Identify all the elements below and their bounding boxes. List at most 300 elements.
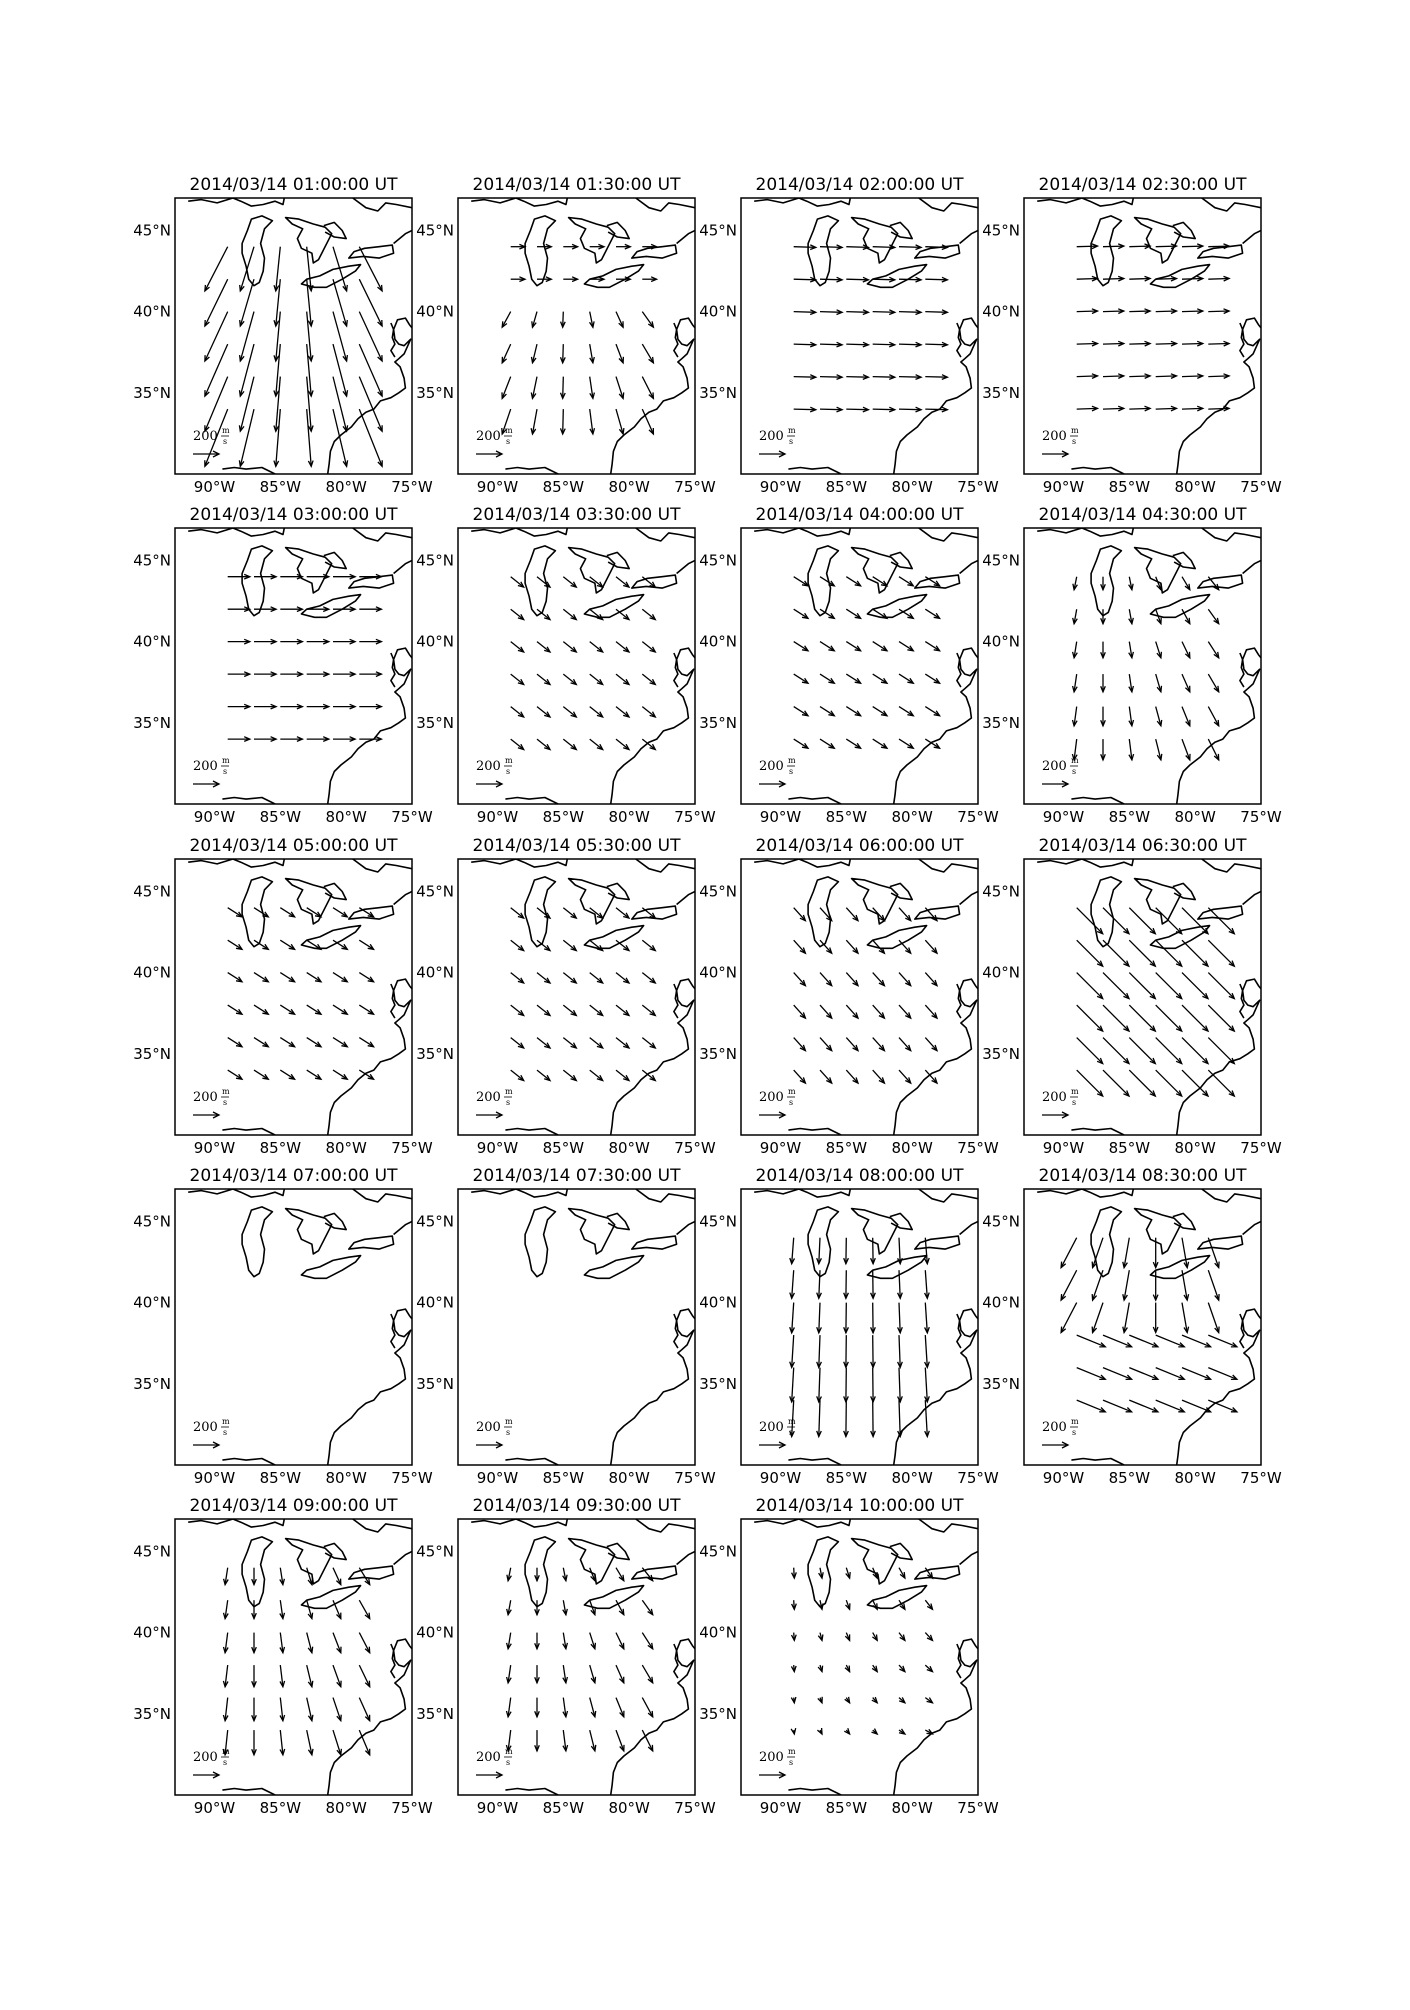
y-tick-label: 40°N (133, 1293, 171, 1312)
lake-erie-shore (301, 926, 360, 949)
lake-michigan-shore (242, 1207, 272, 1277)
velocity-vector (563, 739, 576, 749)
velocity-vector (1208, 246, 1229, 247)
velocity-vector (1077, 1400, 1106, 1412)
reference-unit-denominator: s (789, 1758, 794, 1767)
x-tick-label: 90°W (476, 478, 519, 496)
velocity-vector (537, 973, 550, 983)
velocity-vector (1208, 642, 1218, 658)
velocity-vector (642, 642, 655, 652)
map-panel (699, 175, 999, 496)
velocity-vector (794, 377, 816, 378)
lake-michigan-shore (808, 546, 838, 616)
lake-michigan-shore (808, 216, 838, 286)
x-tick-label: 85°W (1108, 478, 1151, 496)
reference-unit-numerator: m (505, 1747, 513, 1756)
velocity-vector (794, 940, 806, 953)
x-tick-label: 85°W (542, 478, 585, 496)
y-tick-label: 35°N (982, 383, 1020, 402)
velocity-vector (1208, 408, 1229, 409)
velocity-vector (925, 940, 937, 953)
northeast-shoreline (636, 1189, 695, 1202)
velocity-vector (1061, 1238, 1077, 1268)
reference-unit-numerator: m (222, 1087, 230, 1096)
x-tick-label: 80°W (1174, 478, 1216, 496)
velocity-vector (1182, 311, 1203, 312)
velocity-vector (873, 739, 887, 748)
x-tick-label: 90°W (1042, 1469, 1085, 1487)
velocity-vector (1208, 940, 1234, 966)
reference-unit-denominator: s (789, 767, 794, 776)
velocity-vector (794, 577, 808, 586)
velocity-vector (359, 940, 373, 949)
lake-ontario-shore (632, 1236, 677, 1249)
velocity-vector (642, 1665, 652, 1683)
lake-superior-shore (754, 1189, 850, 1197)
reference-scale-label: 200 (759, 759, 784, 774)
velocity-vector (1208, 1368, 1237, 1380)
velocity-vector (642, 940, 655, 950)
velocity-vector (1156, 940, 1182, 966)
northeast-shoreline (1202, 198, 1261, 211)
x-tick-label: 85°W (825, 808, 868, 826)
lake-huron-shore (852, 1209, 898, 1254)
velocity-vector (590, 1070, 603, 1080)
map-panel (133, 175, 433, 496)
velocity-vector (1103, 1335, 1132, 1347)
velocity-vector (642, 1633, 652, 1649)
lake-superior-shore (188, 1189, 284, 1197)
x-tick-label: 80°W (891, 478, 933, 496)
y-tick-label: 35°N (416, 1044, 454, 1063)
velocity-vector (359, 1600, 369, 1618)
lake-ontario-shore (1198, 1236, 1243, 1249)
velocity-vector (280, 908, 294, 917)
reference-scale-label: 200 (1042, 429, 1067, 444)
atlantic-coastline (328, 632, 426, 804)
velocity-vector (794, 312, 816, 313)
velocity-vector (1182, 246, 1203, 247)
reference-unit-denominator: s (1072, 437, 1077, 446)
y-tick-label: 35°N (416, 383, 454, 402)
velocity-vector (616, 1070, 629, 1080)
velocity-vector (820, 312, 842, 313)
map-panel (416, 505, 716, 826)
velocity-vector (240, 377, 254, 432)
x-tick-label: 90°W (759, 478, 802, 496)
gulf-coastline (505, 798, 558, 805)
x-tick-label: 90°W (759, 1469, 802, 1487)
velocity-vector (359, 1568, 369, 1585)
reference-unit-denominator: s (506, 1428, 511, 1437)
velocity-vector (537, 707, 550, 717)
st-lawrence-river (960, 1222, 978, 1235)
velocity-vector (820, 247, 842, 248)
velocity-vector (794, 279, 816, 280)
georgian-bay-shore (324, 883, 346, 899)
velocity-vector (1103, 246, 1124, 247)
lake-michigan-shore (1091, 546, 1121, 616)
x-tick-label: 80°W (1174, 1139, 1216, 1157)
lake-superior-shore (471, 1519, 567, 1527)
map-panel (982, 836, 1282, 1157)
velocity-vector (563, 940, 576, 950)
velocity-vector (846, 1005, 858, 1018)
atlantic-coastline (328, 1293, 426, 1465)
lake-ontario-shore (915, 1236, 960, 1249)
y-tick-label: 35°N (982, 713, 1020, 732)
st-lawrence-river (960, 892, 978, 905)
velocity-vector (873, 973, 885, 986)
map-panel (982, 505, 1282, 826)
atlantic-coastline (1177, 632, 1275, 804)
velocity-vector (359, 1698, 369, 1721)
reference-unit-denominator: s (1072, 767, 1077, 776)
lake-michigan-shore (1091, 216, 1121, 286)
lake-ontario-shore (1198, 906, 1243, 919)
lake-superior-shore (188, 198, 284, 206)
x-tick-label: 75°W (391, 808, 433, 826)
velocity-vector (1182, 642, 1190, 658)
x-tick-label: 90°W (1042, 808, 1085, 826)
velocity-vector (590, 642, 603, 652)
velocity-vector (307, 1070, 321, 1079)
x-tick-label: 80°W (608, 478, 650, 496)
velocity-vector (228, 1005, 242, 1014)
y-tick-label: 35°N (699, 713, 737, 732)
velocity-vector (616, 1633, 624, 1649)
x-tick-label: 90°W (193, 808, 236, 826)
st-lawrence-river (677, 892, 695, 905)
atlantic-coastline (1177, 1293, 1275, 1465)
x-tick-label: 80°W (608, 1469, 650, 1487)
velocity-vector (616, 908, 629, 918)
velocity-vector (1077, 344, 1098, 345)
velocity-vector (1129, 311, 1150, 312)
y-tick-label: 40°N (133, 302, 171, 321)
atlantic-coastline (894, 1293, 992, 1465)
velocity-vector (820, 344, 842, 345)
velocity-vector (1182, 344, 1203, 345)
velocity-vector (925, 1005, 937, 1018)
velocity-vector (616, 312, 623, 328)
velocity-vector (511, 1038, 524, 1048)
velocity-vector (1103, 1038, 1129, 1064)
lake-superior-shore (754, 1519, 850, 1527)
velocity-vector (642, 1038, 655, 1048)
velocity-vector (537, 642, 550, 652)
velocity-vector (1077, 973, 1103, 999)
velocity-vector (820, 1070, 832, 1083)
reference-unit-numerator: m (788, 1087, 796, 1096)
panel-title: 2014/03/14 04:30:00 UT (1038, 505, 1247, 525)
reference-scale-label: 200 (476, 1420, 501, 1435)
reference-scale-label: 200 (759, 429, 784, 444)
velocity-vector (1103, 940, 1129, 966)
velocity-vector (563, 344, 564, 363)
y-tick-label: 45°N (133, 882, 171, 901)
velocity-vector (1208, 674, 1218, 692)
velocity-vector (511, 609, 524, 619)
lake-ontario-shore (632, 1566, 677, 1579)
lake-ontario-shore (915, 1566, 960, 1579)
y-tick-label: 40°N (982, 302, 1020, 321)
st-lawrence-river (960, 231, 978, 244)
x-tick-label: 75°W (674, 1469, 716, 1487)
velocity-vector (642, 312, 653, 328)
x-tick-label: 75°W (957, 808, 999, 826)
velocity-vector (1129, 1005, 1155, 1031)
x-tick-label: 90°W (193, 1139, 236, 1157)
velocity-vector (899, 1070, 911, 1083)
velocity-vector (1182, 940, 1208, 966)
georgian-bay-shore (890, 222, 912, 238)
northeast-shoreline (1202, 528, 1261, 541)
velocity-vector (502, 344, 511, 363)
velocity-vector (240, 409, 254, 466)
panel-title: 2014/03/14 08:00:00 UT (755, 1166, 964, 1186)
velocity-vector (1129, 1368, 1158, 1380)
velocity-vector (1156, 246, 1177, 247)
st-lawrence-river (394, 1552, 412, 1565)
velocity-vector (228, 908, 242, 917)
gulf-coastline (505, 1789, 558, 1796)
lake-superior-shore (1037, 1189, 1133, 1197)
velocity-vector (1208, 973, 1234, 999)
gulf-coastline (505, 1129, 558, 1136)
velocity-vector (642, 344, 653, 363)
velocity-vector (873, 377, 895, 378)
velocity-vector (925, 312, 947, 313)
velocity-vector (511, 908, 524, 918)
velocity-vector (819, 1238, 820, 1264)
x-tick-label: 75°W (1240, 1139, 1282, 1157)
panel-title: 2014/03/14 05:30:00 UT (472, 836, 681, 856)
x-tick-label: 75°W (1240, 1469, 1282, 1487)
atlantic-coastline (611, 632, 709, 804)
lake-erie-shore (1150, 265, 1209, 288)
velocity-vector (616, 1730, 624, 1751)
y-tick-label: 45°N (699, 1212, 737, 1231)
reference-unit-numerator: m (1071, 756, 1079, 765)
velocity-vector (590, 1005, 603, 1015)
lake-michigan-shore (808, 1537, 838, 1607)
velocity-vector (1182, 707, 1190, 726)
panel-title: 2014/03/14 07:00:00 UT (189, 1166, 398, 1186)
x-tick-label: 85°W (259, 808, 302, 826)
y-tick-label: 40°N (699, 632, 737, 651)
x-tick-label: 85°W (825, 478, 868, 496)
velocity-vector (925, 344, 947, 345)
velocity-vector (873, 707, 887, 716)
velocity-vector (333, 1005, 347, 1014)
velocity-vector (899, 1303, 900, 1333)
reference-scale-label: 200 (759, 1420, 784, 1435)
reference-scale-label: 200 (193, 759, 218, 774)
x-tick-label: 75°W (1240, 478, 1282, 496)
x-tick-label: 75°W (957, 478, 999, 496)
reference-unit-denominator: s (506, 767, 511, 776)
velocity-vector (794, 1005, 806, 1018)
velocity-vector (307, 1005, 321, 1014)
panel-title: 2014/03/14 03:30:00 UT (472, 505, 681, 525)
y-tick-label: 35°N (699, 1704, 737, 1723)
velocity-vector (280, 973, 294, 982)
velocity-vector (873, 1070, 885, 1083)
x-tick-label: 75°W (391, 1799, 433, 1817)
velocity-vector (563, 577, 576, 587)
gulf-coastline (788, 1789, 841, 1796)
y-tick-label: 40°N (699, 302, 737, 321)
velocity-vector (537, 739, 550, 749)
velocity-vector (925, 674, 939, 683)
y-tick-label: 45°N (133, 221, 171, 240)
velocity-vector (819, 1400, 820, 1436)
velocity-vector (820, 1005, 832, 1018)
velocity-vector (205, 377, 228, 432)
velocity-vector (333, 973, 347, 982)
lake-ontario-shore (915, 906, 960, 919)
x-tick-label: 75°W (391, 478, 433, 496)
velocity-vector (1103, 311, 1124, 312)
y-tick-label: 40°N (416, 963, 454, 982)
y-tick-label: 45°N (699, 551, 737, 570)
velocity-vector (820, 377, 842, 378)
atlantic-coastline (611, 1623, 709, 1795)
velocity-vector (333, 1070, 347, 1079)
lake-superior-shore (471, 198, 567, 206)
velocity-vector (280, 1038, 294, 1047)
velocity-vector (1103, 1368, 1132, 1380)
x-tick-label: 75°W (1240, 808, 1282, 826)
velocity-vector (616, 577, 629, 587)
velocity-vector (794, 344, 816, 345)
panel-title: 2014/03/14 01:00:00 UT (189, 175, 398, 195)
velocity-vector (616, 1665, 624, 1683)
velocity-vector (846, 247, 868, 248)
reference-scale-label: 200 (759, 1090, 784, 1105)
velocity-vector (899, 1038, 911, 1051)
velocity-vector (1208, 279, 1229, 280)
reference-unit-denominator: s (223, 1098, 228, 1107)
reference-unit-numerator: m (505, 426, 513, 435)
velocity-vector (1156, 1070, 1182, 1096)
gulf-coastline (222, 1789, 275, 1796)
velocity-vector (794, 1070, 806, 1083)
lake-ontario-shore (349, 245, 394, 258)
y-tick-label: 35°N (416, 1374, 454, 1393)
y-tick-label: 40°N (982, 632, 1020, 651)
velocity-vector (846, 1070, 858, 1083)
reference-unit-numerator: m (1071, 426, 1079, 435)
velocity-vector (1156, 1400, 1185, 1412)
velocity-vector (899, 247, 921, 248)
lake-michigan-shore (242, 546, 272, 616)
velocity-vector (819, 1368, 820, 1402)
velocity-vector (846, 940, 858, 953)
gulf-coastline (222, 798, 275, 805)
reference-unit-denominator: s (1072, 1098, 1077, 1107)
velocity-vector (333, 377, 347, 432)
x-tick-label: 75°W (674, 1799, 716, 1817)
lake-superior-shore (1037, 859, 1133, 867)
map-panel (416, 836, 716, 1157)
velocity-vector (511, 1005, 524, 1015)
y-tick-label: 45°N (133, 1542, 171, 1561)
lake-huron-shore (1135, 879, 1181, 924)
velocity-vector (1208, 1070, 1234, 1096)
velocity-vector (1182, 973, 1208, 999)
velocity-vector (511, 642, 524, 652)
gulf-coastline (505, 1459, 558, 1466)
velocity-vector (563, 609, 576, 619)
velocity-vector (1061, 1303, 1077, 1333)
map-panel (133, 836, 433, 1157)
velocity-vector (846, 409, 868, 410)
st-lawrence-river (394, 1222, 412, 1235)
velocity-vector (792, 1368, 794, 1402)
lake-erie-shore (584, 595, 643, 618)
map-panel (133, 505, 433, 826)
velocity-vector (899, 1400, 900, 1436)
st-lawrence-river (1243, 1222, 1261, 1235)
velocity-vector (590, 973, 603, 983)
x-tick-label: 85°W (1108, 808, 1151, 826)
velocity-vector (228, 1038, 242, 1047)
gulf-coastline (1071, 1129, 1124, 1136)
lake-superior-shore (1037, 528, 1133, 536)
st-lawrence-river (394, 892, 412, 905)
velocity-vector (642, 377, 653, 399)
velocity-vector (1208, 1335, 1237, 1347)
y-tick-label: 40°N (416, 1623, 454, 1642)
panel-title: 2014/03/14 05:00:00 UT (189, 836, 398, 856)
lake-erie-shore (1150, 595, 1209, 618)
reference-unit-numerator: m (505, 1087, 513, 1096)
x-tick-label: 80°W (891, 1469, 933, 1487)
georgian-bay-shore (1173, 222, 1195, 238)
reference-unit-denominator: s (223, 1758, 228, 1767)
lake-huron-shore (286, 1209, 332, 1254)
y-tick-label: 35°N (699, 1374, 737, 1393)
northeast-shoreline (353, 528, 412, 541)
velocity-vector (1103, 1070, 1129, 1096)
lake-erie-shore (584, 1586, 643, 1609)
y-tick-label: 45°N (982, 551, 1020, 570)
velocity-vector (794, 1038, 806, 1051)
lake-erie-shore (1150, 1256, 1209, 1279)
reference-unit-numerator: m (222, 756, 230, 765)
st-lawrence-river (1243, 231, 1261, 244)
velocity-vector (1129, 279, 1150, 280)
velocity-vector (1156, 311, 1177, 312)
y-tick-label: 35°N (133, 383, 171, 402)
velocity-vector (820, 739, 834, 748)
lake-michigan-shore (242, 216, 272, 286)
x-tick-label: 85°W (542, 1799, 585, 1817)
velocity-vector (846, 973, 858, 986)
northeast-shoreline (919, 859, 978, 872)
gulf-coastline (1071, 798, 1124, 805)
velocity-vector (228, 973, 242, 982)
x-tick-label: 90°W (1042, 1139, 1085, 1157)
velocity-vector (1208, 376, 1229, 377)
velocity-vector (1077, 246, 1098, 247)
gulf-coastline (1071, 1459, 1124, 1466)
x-tick-label: 80°W (1174, 808, 1216, 826)
velocity-vector (333, 1568, 341, 1585)
lake-michigan-shore (525, 1207, 555, 1277)
